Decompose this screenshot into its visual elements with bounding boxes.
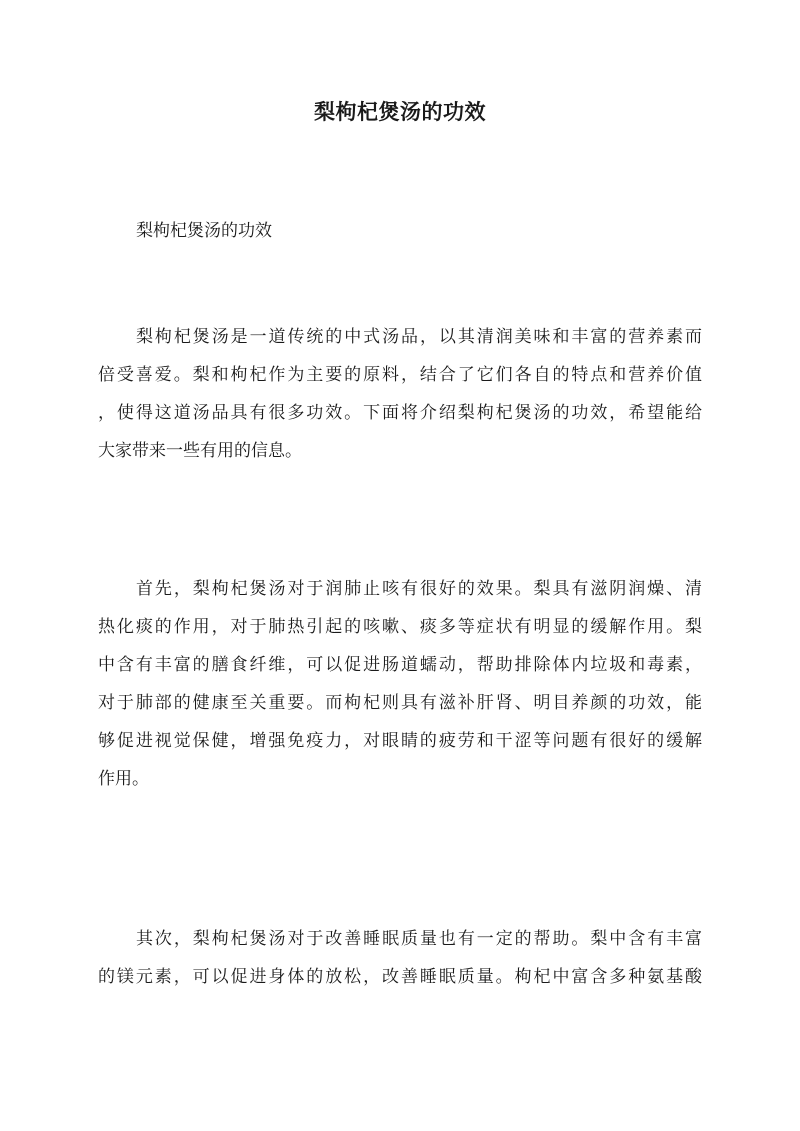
paragraph-lung-benefits [98,570,702,798]
paragraph-line: ，使得这道汤品具有很多功效。下面将介绍梨枸杞煲汤的功效，希望能给 [98,403,702,423]
paragraph-intro [98,318,702,470]
paragraph-line: 的镁元素，可以促进身体的放松，改善睡眠质量。枸杞中富含多种氨基酸 [98,967,702,987]
paragraph-line: 对于肺部的健康至关重要。而枸杞则具有滋补肝肾、明目养颜的功效，能 [98,693,702,713]
paragraph-line: 其次，梨枸杞煲汤对于改善睡眠质量也有一定的帮助。梨中含有丰富 [136,929,702,949]
paragraph-line: 中含有丰富的膳食纤维，可以促进肠道蠕动，帮助排除体内垃圾和毒素， [98,655,702,675]
paragraph-sleep-benefits [98,920,702,996]
paragraph-line: 倍受喜爱。梨和枸杞作为主要的原料，结合了它们各自的特点和营养价值 [98,365,702,385]
paragraph-line: 梨枸杞煲汤是一道传统的中式汤品，以其清润美味和丰富的营养素而 [136,327,702,347]
document-title: 梨枸杞煲汤的功效 [314,99,486,124]
paragraph-line: 够促进视觉保健，增强免疫力，对眼睛的疲劳和干涩等问题有很好的缓解 [98,731,702,751]
document-subtitle: 梨枸杞煲汤的功效 [136,221,272,241]
paragraph-line: 热化痰的作用，对于肺热引起的咳嗽、痰多等症状有明显的缓解作用。梨 [98,617,702,637]
paragraph-line: 作用。 [98,769,149,789]
paragraph-line: 首先，梨枸杞煲汤对于润肺止咳有很好的效果。梨具有滋阴润燥、清 [136,579,702,599]
paragraph-line: 大家带来一些有用的信息。 [98,441,302,461]
